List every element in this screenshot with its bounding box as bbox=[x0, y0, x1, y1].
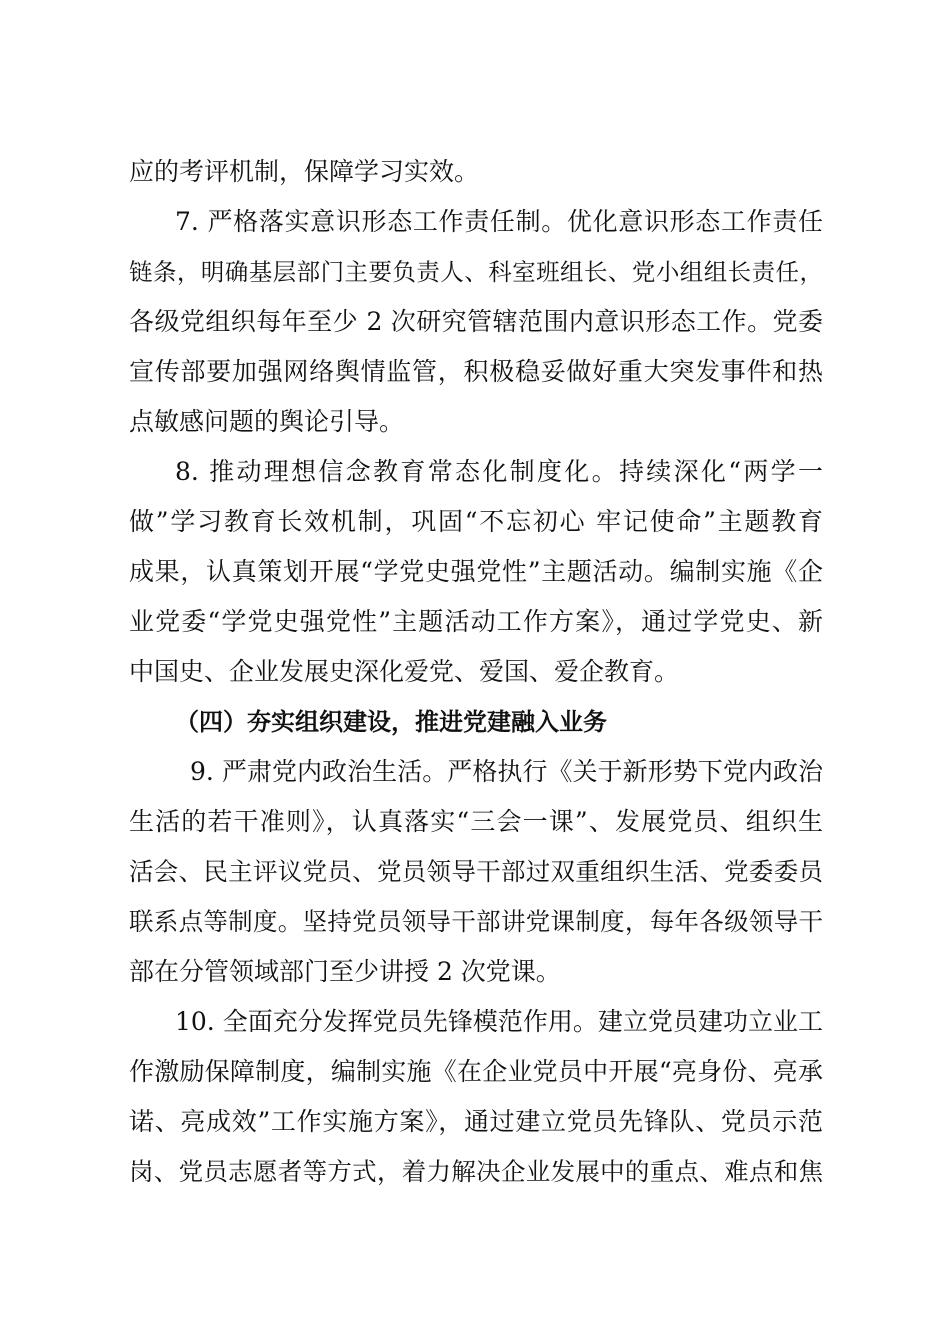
text-line-3: 链条，明确基层部门主要负责人、科室班组长、党小组组长责任， bbox=[129, 258, 823, 286]
text-line-8: 做”学习教育长效机制，巩固“不忘初心 牢记使命”主题教育 bbox=[129, 507, 823, 536]
text-line-2: 7. 严格落实意识形态工作责任制。优化意识形态工作责任 bbox=[175, 207, 823, 236]
text-line-17: 部在分管领域部门至少讲授 2 次党课。 bbox=[129, 957, 561, 986]
text-line-9: 成果，认真策划开展“学党史强党性”主题活动。编制实施《企 bbox=[129, 557, 823, 586]
text-line-11: 中国史、企业发展史深化爱党、爱国、爱企教育。 bbox=[129, 657, 680, 686]
text-line-5: 宣传部要加强网络舆情监管，积极稳妥做好重大突发事件和热 bbox=[129, 357, 823, 386]
text-line-15: 活会、民主评议党员、党员领导干部过双重组织生活、党委委员 bbox=[129, 857, 823, 886]
section-heading: （四）夯实组织建设，推进党建融入业务 bbox=[175, 708, 607, 736]
text-line-20: 诺、亮成效”工作实施方案》，通过建立党员先锋队、党员示范 bbox=[129, 1107, 823, 1136]
text-line-18: 10. 全面充分发挥党员先锋模范作用。建立党员建功立业工 bbox=[175, 1007, 823, 1036]
text-line-6: 点敏感问题的舆论引导。 bbox=[129, 407, 405, 436]
text-line-7: 8. 推动理想信念教育常态化制度化。持续深化“两学一 bbox=[175, 457, 823, 486]
text-line-19: 作激励保障制度，编制实施《在企业党员中开展“亮身份、亮承 bbox=[129, 1057, 823, 1086]
text-line-14: 生活的若干准则》，认真落实“三会一课”、发展党员、组织生 bbox=[129, 807, 823, 836]
text-line-21: 岗、党员志愿者等方式，着力解决企业发展中的重点、难点和焦 bbox=[129, 1157, 823, 1186]
text-line-16: 联系点等制度。坚持党员领导干部讲党课制度，每年各级领导干 bbox=[129, 907, 823, 936]
text-line-4: 各级党组织每年至少 2 次研究管辖范围内意识形态工作。党委 bbox=[129, 307, 823, 336]
text-line-13: 9. 严肃党内政治生活。严格执行《关于新形势下党内政治 bbox=[190, 757, 823, 786]
text-line-1: 应的考评机制，保障学习实效。 bbox=[129, 157, 480, 186]
text-line-10: 业党委“学党史强党性”主题活动工作方案》，通过学党史、新 bbox=[129, 607, 823, 636]
